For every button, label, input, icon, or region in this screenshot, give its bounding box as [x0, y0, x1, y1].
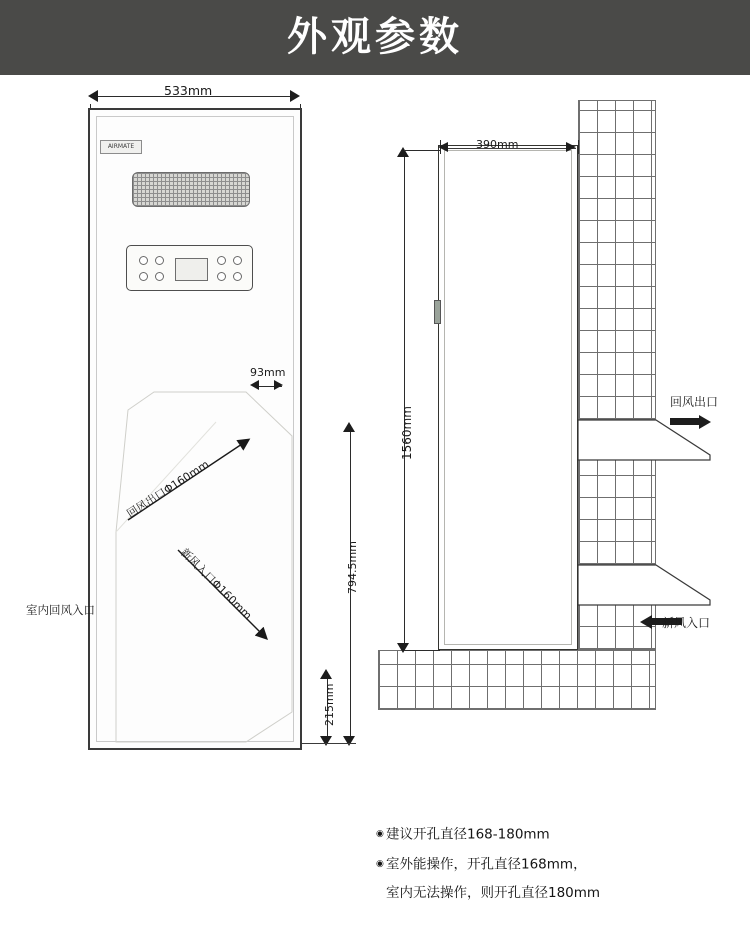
section-return-outlet-label: 回风出口 [670, 395, 719, 409]
panel-button-8[interactable] [233, 272, 242, 281]
front-width-value: 533mm [164, 83, 213, 98]
unit-side-body [438, 145, 578, 650]
note-item-2 [376, 850, 736, 880]
indoor-return-inlet-label: 室内回风入口 [26, 603, 95, 617]
note-item-1 [376, 820, 736, 850]
front-93mm-value: 93mm [250, 366, 286, 379]
brand-logo: AIRMATE [100, 140, 142, 154]
note-text-1: 建议开孔直径168-180mm [386, 826, 550, 843]
section-fresh-inlet-label: 新风入口 [662, 616, 711, 630]
panel-button-7[interactable] [217, 272, 226, 281]
front-height-base-value: 215mm [323, 683, 336, 726]
section-depth-value: 390mm [476, 138, 519, 151]
panel-button-1[interactable] [139, 256, 148, 265]
panel-button-6[interactable] [233, 256, 242, 265]
front-height-main-value: 794.5mm [346, 541, 359, 594]
panel-button-4[interactable] [155, 272, 164, 281]
front-fresh-inlet-label: 新风入口Φ160mm [177, 545, 255, 623]
panel-button-3[interactable] [139, 272, 148, 281]
section-height-value: 1560mm [400, 406, 414, 460]
panel-button-2[interactable] [155, 256, 164, 265]
bullet-icon: ◉ [376, 829, 384, 839]
notes-list [376, 820, 736, 908]
note-text-2: 室外能操作，开孔直径168mm， [386, 856, 587, 872]
section-view [370, 100, 740, 760]
unit-side-handle[interactable] [434, 300, 441, 324]
control-panel [126, 245, 253, 291]
front-return-outlet-label: 回风出口Φ160mm [124, 457, 212, 521]
panel-button-5[interactable] [217, 256, 226, 265]
note-text-3: 室内无法操作，则开孔直径180mm [386, 885, 601, 901]
air-grille [132, 172, 250, 207]
panel-display-screen [175, 258, 208, 281]
note-item-3 [376, 879, 736, 908]
page-title: 外观参数 [287, 14, 463, 60]
unit-side-inner-frame [444, 150, 572, 645]
bullet-icon: ◉ [376, 858, 384, 869]
page-header-bar [0, 0, 750, 75]
